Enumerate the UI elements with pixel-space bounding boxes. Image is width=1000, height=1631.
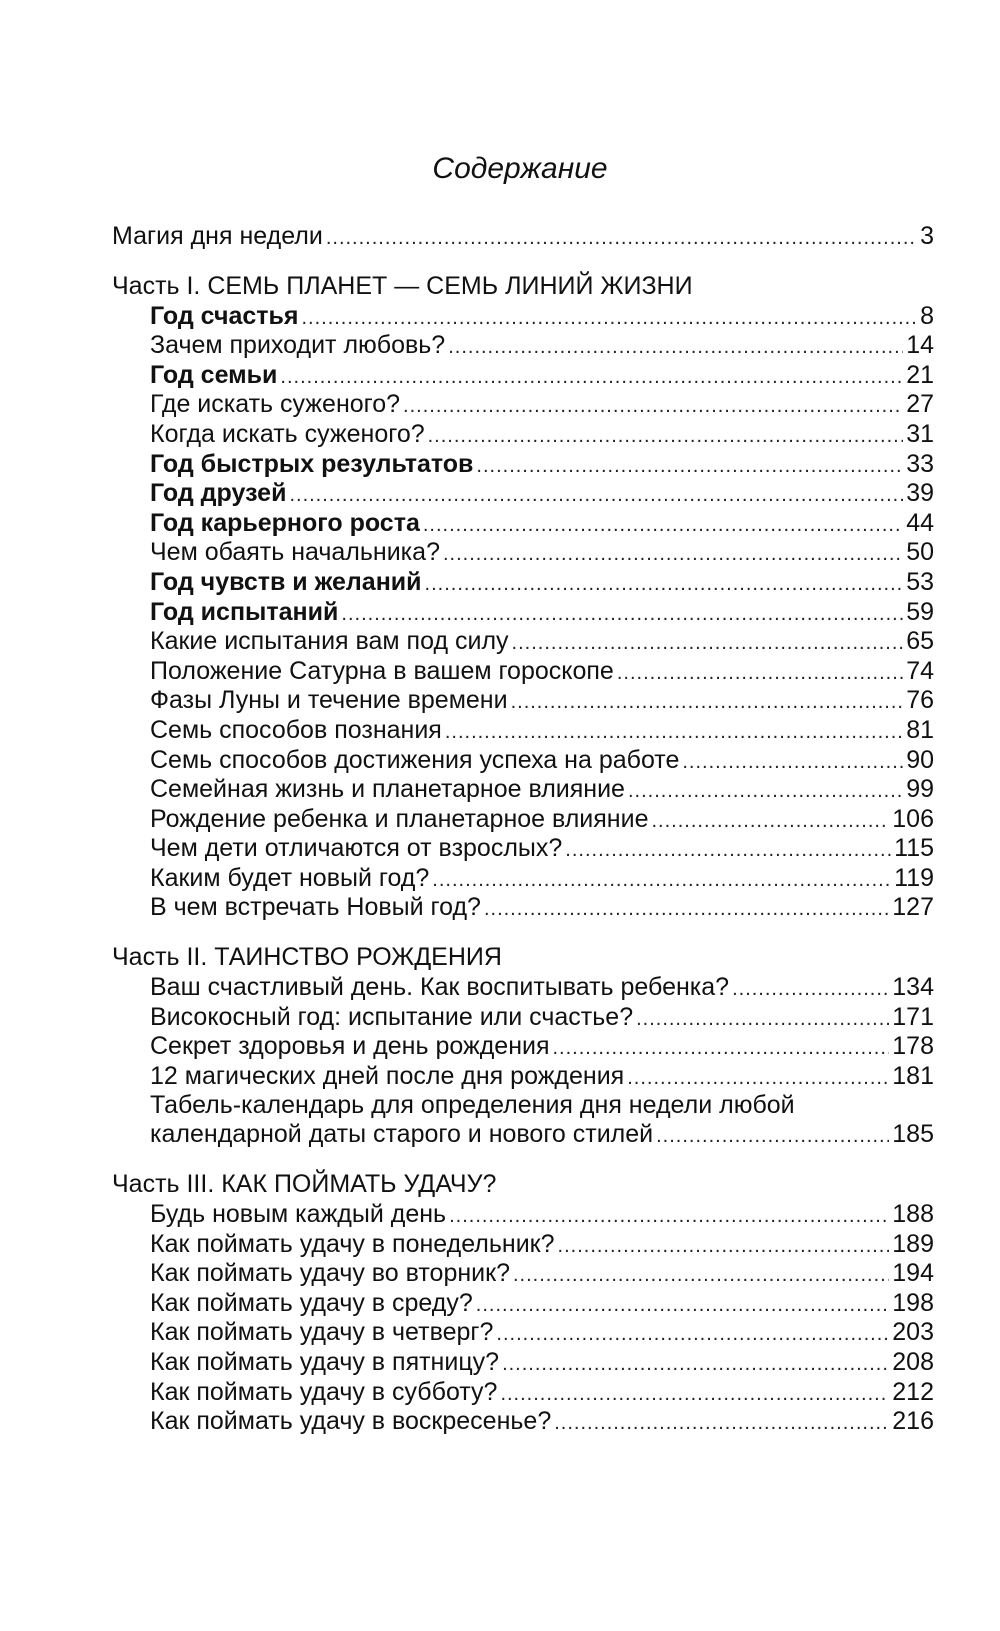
toc-entry-page: 27 bbox=[906, 390, 934, 419]
toc-entry bbox=[112, 1318, 934, 1348]
toc-entry-label: Как поймать удачу в среду? bbox=[150, 1288, 473, 1317]
toc-entry-label: Год карьерного роста bbox=[150, 508, 420, 537]
toc-entry-page: 39 bbox=[906, 479, 934, 508]
part-heading-label: Часть II. ТАИНСТВО РОЖДЕНИЯ bbox=[112, 943, 502, 972]
toc-entry-label: 12 магических дней после дня рождения bbox=[150, 1061, 625, 1090]
dot-leader bbox=[513, 1261, 889, 1291]
toc-entry-label: Фазы Луны и течение времени bbox=[150, 686, 508, 715]
toc-entry-label: календарной даты старого и нового стилей bbox=[150, 1120, 654, 1149]
toc-entry-label: Семь способов достижения успеха на работе bbox=[150, 745, 680, 774]
toc-entry-page: 74 bbox=[906, 656, 934, 685]
toc-entry bbox=[112, 538, 934, 568]
toc-entry-page: 31 bbox=[906, 419, 934, 448]
toc-entry bbox=[112, 1378, 934, 1408]
toc-entry-page: 50 bbox=[906, 538, 934, 567]
toc-entry-page: 212 bbox=[892, 1377, 934, 1406]
dot-leader bbox=[326, 224, 917, 254]
toc-entry-page: 99 bbox=[906, 775, 934, 804]
toc-entry-page: 203 bbox=[892, 1318, 934, 1347]
dot-leader bbox=[280, 363, 903, 393]
toc-entry-page: 198 bbox=[892, 1288, 934, 1317]
toc-entry bbox=[112, 805, 934, 835]
toc-entry-label: Как поймать удачу в понедельник? bbox=[150, 1229, 555, 1258]
toc-entry bbox=[112, 1062, 934, 1092]
toc-entry-label: Рождение ребенка и планетарное влияние bbox=[150, 804, 649, 833]
dot-leader bbox=[476, 1291, 890, 1321]
toc-entry-page: 106 bbox=[892, 804, 934, 833]
part-1-heading bbox=[112, 270, 934, 302]
toc-entry bbox=[112, 1259, 934, 1289]
dot-leader bbox=[476, 452, 903, 482]
toc-entry-label: Где искать суженого? bbox=[150, 390, 401, 419]
dot-leader bbox=[403, 392, 903, 422]
dot-leader bbox=[511, 688, 904, 718]
dot-leader bbox=[445, 718, 903, 748]
toc-entry-label: Год счастья bbox=[150, 301, 299, 330]
toc-entry-label: Когда искать суженого? bbox=[150, 419, 425, 448]
toc-entry-label: Год семьи bbox=[150, 360, 278, 389]
toc-entry-label: Как поймать удачу в четверг? bbox=[150, 1318, 494, 1347]
part-heading-label: Часть I. СЕМЬ ПЛАНЕТ — СЕМЬ ЛИНИЙ ЖИЗНИ bbox=[112, 271, 693, 300]
toc-entry-page: 76 bbox=[906, 686, 934, 715]
toc-entry-label: Как поймать удачу в субботу? bbox=[150, 1377, 498, 1406]
toc-entry-label: Високосный год: испытание или счастье? bbox=[150, 1002, 634, 1031]
dot-leader bbox=[558, 1232, 890, 1262]
toc-entry bbox=[112, 1348, 934, 1378]
toc-entry-label: Чем дети отличаются от взрослых? bbox=[150, 834, 563, 863]
toc-entry bbox=[112, 746, 934, 776]
toc-entry bbox=[112, 450, 934, 480]
part-2-heading bbox=[112, 941, 934, 973]
toc-entry-page: 14 bbox=[906, 331, 934, 360]
toc-entry-label: Год испытаний bbox=[150, 597, 339, 626]
toc-entry-page: 127 bbox=[892, 893, 934, 922]
toc-entry bbox=[112, 1091, 934, 1120]
dot-leader bbox=[423, 511, 903, 541]
part-heading-label: Часть III. КАК ПОЙМАТЬ УДАЧУ? bbox=[112, 1170, 497, 1199]
toc-entry-label: Чем обаять начальника? bbox=[150, 538, 440, 567]
toc-entry bbox=[112, 1200, 934, 1230]
toc-entry bbox=[112, 627, 934, 657]
toc-entry-label: Год быстрых результатов bbox=[150, 449, 474, 478]
toc-entry-label: Семейная жизнь и планетарное влияние bbox=[150, 775, 625, 804]
toc-entry bbox=[112, 479, 934, 509]
toc-entry-page: 90 bbox=[906, 745, 934, 774]
dot-leader bbox=[628, 777, 903, 807]
dot-leader bbox=[636, 1005, 889, 1035]
toc-entry bbox=[112, 657, 934, 687]
toc-entry-label: Как поймать удачу в воскресенье? bbox=[150, 1407, 552, 1436]
dot-leader bbox=[627, 1064, 889, 1094]
toc-entry-label: Семь способов познания bbox=[150, 715, 442, 744]
dot-leader bbox=[432, 866, 891, 896]
dot-leader bbox=[289, 481, 903, 511]
toc-entry-page: 3 bbox=[920, 222, 934, 250]
toc-entry-page: 115 bbox=[894, 834, 934, 863]
toc-entry-page: 65 bbox=[906, 627, 934, 656]
toc-entry-label: В чем встречать Новый год? bbox=[150, 893, 481, 922]
toc-entry-label: Магия дня недели bbox=[112, 222, 323, 250]
toc-entry bbox=[112, 1003, 934, 1033]
dot-leader bbox=[732, 975, 889, 1005]
dot-leader bbox=[553, 1034, 890, 1064]
toc-entry-label: Как поймать удачу в пятницу? bbox=[150, 1348, 500, 1376]
toc-entry bbox=[112, 834, 934, 864]
toc-entry-page: 178 bbox=[892, 1032, 934, 1061]
toc-entry-page: 185 bbox=[892, 1120, 934, 1149]
toc-entry bbox=[112, 509, 934, 539]
dot-leader bbox=[682, 748, 903, 778]
toc-entry-page: 208 bbox=[892, 1348, 934, 1376]
table-of-contents bbox=[112, 222, 934, 1437]
toc-entry-page: 194 bbox=[892, 1259, 934, 1288]
toc-entry bbox=[112, 893, 934, 923]
toc-entry-page: 189 bbox=[892, 1229, 934, 1258]
toc-entry bbox=[112, 1289, 934, 1319]
toc-entry bbox=[112, 1407, 934, 1437]
toc-entry bbox=[112, 716, 934, 746]
toc-entry-page: 188 bbox=[892, 1200, 934, 1229]
dot-leader bbox=[656, 1122, 889, 1152]
toc-entry-page: 21 bbox=[906, 360, 934, 389]
dot-leader bbox=[554, 1409, 889, 1439]
dot-leader bbox=[449, 1202, 889, 1232]
toc-entry bbox=[112, 420, 934, 450]
toc-entry-page: 8 bbox=[920, 301, 934, 330]
page-title: Содержание bbox=[432, 152, 608, 185]
dot-leader bbox=[617, 659, 903, 689]
toc-entry bbox=[112, 775, 934, 805]
dot-leader bbox=[502, 1350, 889, 1380]
toc-entry bbox=[112, 302, 934, 332]
toc-entry-page: 33 bbox=[906, 449, 934, 478]
toc-entry-page: 119 bbox=[894, 863, 934, 892]
toc-entry-page: 181 bbox=[892, 1061, 934, 1090]
toc-entry-label: Год друзей bbox=[150, 479, 287, 508]
toc-entry-label: Год чувств и желаний bbox=[150, 567, 422, 596]
toc-entry-page: 59 bbox=[906, 597, 934, 626]
toc-entry-label: Секрет здоровья и день рождения bbox=[150, 1032, 550, 1061]
dot-leader bbox=[651, 807, 889, 837]
toc-entry-label: Как поймать удачу во вторник? bbox=[150, 1259, 510, 1288]
toc-entry-label: Какие испытания вам под силу bbox=[150, 627, 509, 656]
toc-entry bbox=[112, 331, 934, 361]
part-3-heading bbox=[112, 1168, 934, 1200]
toc-entry bbox=[112, 864, 934, 894]
dot-leader bbox=[484, 895, 889, 925]
dot-leader bbox=[448, 333, 903, 363]
toc-entry-page: 171 bbox=[892, 1002, 934, 1031]
dot-leader bbox=[301, 304, 917, 334]
dot-leader bbox=[565, 836, 891, 866]
dot-leader bbox=[341, 600, 903, 630]
toc-entry bbox=[112, 973, 934, 1003]
toc-entry bbox=[112, 568, 934, 598]
dot-leader bbox=[496, 1320, 889, 1350]
toc-entry-page: 134 bbox=[892, 973, 934, 1002]
toc-entry-page: 53 bbox=[906, 567, 934, 596]
dot-leader bbox=[428, 422, 904, 452]
dot-leader bbox=[443, 540, 903, 570]
toc-entry-continuation bbox=[112, 1120, 934, 1150]
dot-leader bbox=[500, 1380, 889, 1410]
toc-entry bbox=[112, 686, 934, 716]
toc-entry-page: 216 bbox=[892, 1407, 934, 1436]
toc-entry-page: 81 bbox=[906, 715, 934, 744]
dot-leader bbox=[512, 629, 904, 659]
toc-entry-label: Положение Сатурна в вашем гороскопе bbox=[150, 656, 614, 685]
toc-entry-intro bbox=[112, 222, 934, 252]
toc-entry-label: Каким будет новый год? bbox=[150, 863, 430, 892]
toc-entry bbox=[112, 598, 934, 628]
toc-entry-label: Табель-календарь для определения дня недели любой bbox=[150, 1091, 795, 1120]
toc-entry bbox=[112, 361, 934, 391]
toc-entry-label: Ваш счастливый день. Как воспитывать ребенка? bbox=[150, 973, 730, 1002]
toc-entry-label: Будь новым каждый день bbox=[150, 1200, 447, 1229]
toc-entry bbox=[112, 1032, 934, 1062]
toc-entry bbox=[112, 1230, 934, 1260]
toc-entry-label: Зачем приходит любовь? bbox=[150, 331, 446, 360]
toc-entry bbox=[112, 390, 934, 420]
toc-entry-page: 44 bbox=[906, 508, 934, 537]
dot-leader bbox=[425, 570, 904, 600]
